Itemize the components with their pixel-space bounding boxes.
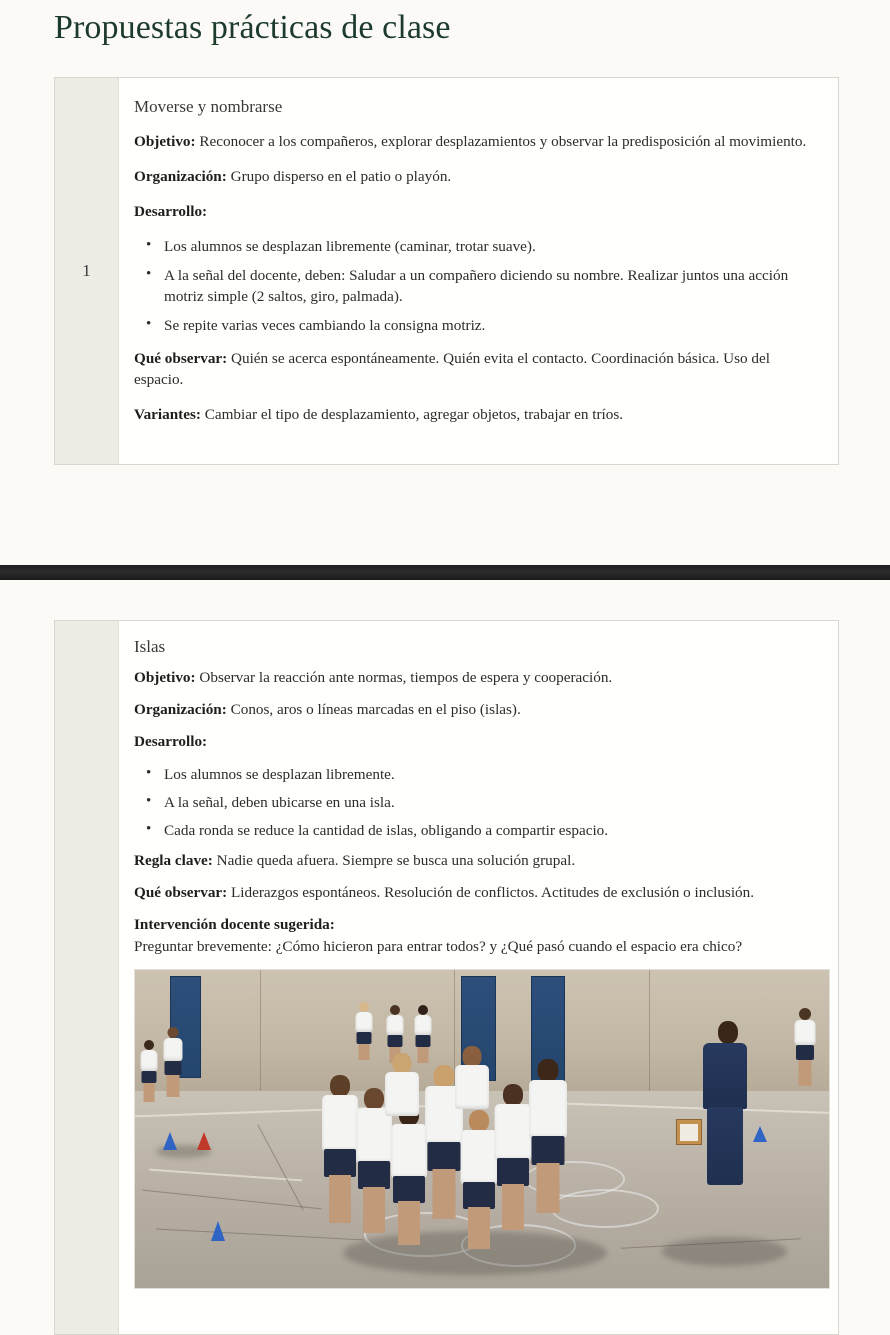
activity-title: Islas xyxy=(134,637,166,656)
photo-student xyxy=(447,1046,496,1173)
field-objetivo xyxy=(134,668,830,688)
field-que-observar-label: Qué observar: xyxy=(134,350,228,367)
photo-student xyxy=(378,1053,427,1180)
field-organizacion-text: Grupo disperso en el patio o playón. xyxy=(226,168,452,185)
photo-cone xyxy=(197,1132,211,1150)
field-objetivo-label: Objetivo: xyxy=(134,669,196,686)
photo-clipboard xyxy=(676,1119,702,1145)
list-item: • Los alumnos se desplazan libremente (caminar, trotar suave). xyxy=(134,236,822,257)
card-body xyxy=(119,621,846,1334)
page-break-band xyxy=(0,565,890,580)
field-regla-clave-label: Regla clave: xyxy=(134,852,213,869)
activity-title: Moverse y nombrarse xyxy=(134,97,283,116)
field-organizacion-text: Conos, aros o líneas marcadas en el piso (islas). xyxy=(226,701,521,718)
practice-card-1 xyxy=(54,77,839,465)
list-item: • Se repite varias veces cambiando la consigna motriz. xyxy=(134,315,822,336)
desarrollo-bullet-list xyxy=(134,764,830,841)
field-desarrollo-label: Desarrollo: xyxy=(134,733,208,750)
activity-photo xyxy=(134,969,830,1289)
field-organizacion-label: Organización: xyxy=(134,701,227,718)
field-intervencion-docente xyxy=(134,915,830,935)
card-number-column xyxy=(55,621,119,1334)
card-body xyxy=(119,78,838,464)
card-number-column xyxy=(55,78,119,464)
field-regla-clave xyxy=(134,851,830,871)
photo-student xyxy=(135,1040,163,1142)
field-objetivo xyxy=(134,131,822,152)
field-organizacion xyxy=(134,166,822,187)
field-que-observar xyxy=(134,883,830,903)
field-regla-clave-text: Nadie queda afuera. Siempre se busca una solución grupal. xyxy=(212,852,576,869)
field-organizacion xyxy=(134,700,830,720)
photo-student xyxy=(787,1008,822,1129)
photo-wall-seam xyxy=(649,970,650,1091)
photo-wall-seam xyxy=(260,970,261,1091)
field-que-observar-text: Liderazgos espontáneos. Resolución de conflictos. Actitudes de exclusión o inclusión. xyxy=(227,884,755,901)
practice-card-2 xyxy=(54,620,839,1335)
field-variantes-label: Variantes: xyxy=(134,406,201,423)
field-que-observar xyxy=(134,348,822,390)
field-organizacion-label: Organización: xyxy=(134,168,227,185)
field-variantes-text: Cambiar el tipo de desplazamiento, agregar objetos, trabajar en tríos. xyxy=(200,406,624,423)
field-intervencion-docente-label: Intervención docente sugerida: xyxy=(134,916,335,933)
photo-cone xyxy=(211,1221,225,1241)
list-item: • A la señal del docente, deben: Saludar a un compañero diciendo su nombre. Realizar juntos una acción motriz simple (2 saltos, giro, palmada). xyxy=(134,265,822,307)
photo-teacher xyxy=(697,1021,759,1269)
field-que-observar-label: Qué observar: xyxy=(134,884,228,901)
page-title: Propuestas prácticas de clase xyxy=(54,9,451,46)
list-item: • Los alumnos se desplazan libremente. xyxy=(134,764,830,785)
field-objetivo-text: Reconocer a los compañeros, explorar desplazamientos y observar la predisposición al movimiento. xyxy=(195,133,807,150)
field-que-observar-text: Quién se acerca espontáneamente. Quién evita el contacto. Coordinación básica. Uso del espacio. xyxy=(134,350,770,388)
list-item: • Cada ronda se reduce la cantidad de islas, obligando a compartir espacio. xyxy=(134,820,830,841)
photo-student xyxy=(524,1059,573,1269)
field-variantes xyxy=(134,404,822,425)
list-item: • A la señal, deben ubicarse en una isla. xyxy=(134,792,830,813)
card-number: 1 xyxy=(82,261,91,280)
field-desarrollo xyxy=(134,732,830,752)
desarrollo-bullet-list xyxy=(134,236,822,336)
field-objetivo-label: Objetivo: xyxy=(134,133,196,150)
field-desarrollo xyxy=(134,201,822,222)
field-intervencion-docente-text: Preguntar brevemente: ¿Cómo hicieron para entrar todos? y ¿Qué pasó cuando el espacio era chico? xyxy=(134,938,743,955)
section-one xyxy=(0,0,890,565)
field-desarrollo-label: Desarrollo: xyxy=(134,203,208,220)
field-objetivo-text: Observar la reacción ante normas, tiempos de espera y cooperación. xyxy=(195,669,613,686)
